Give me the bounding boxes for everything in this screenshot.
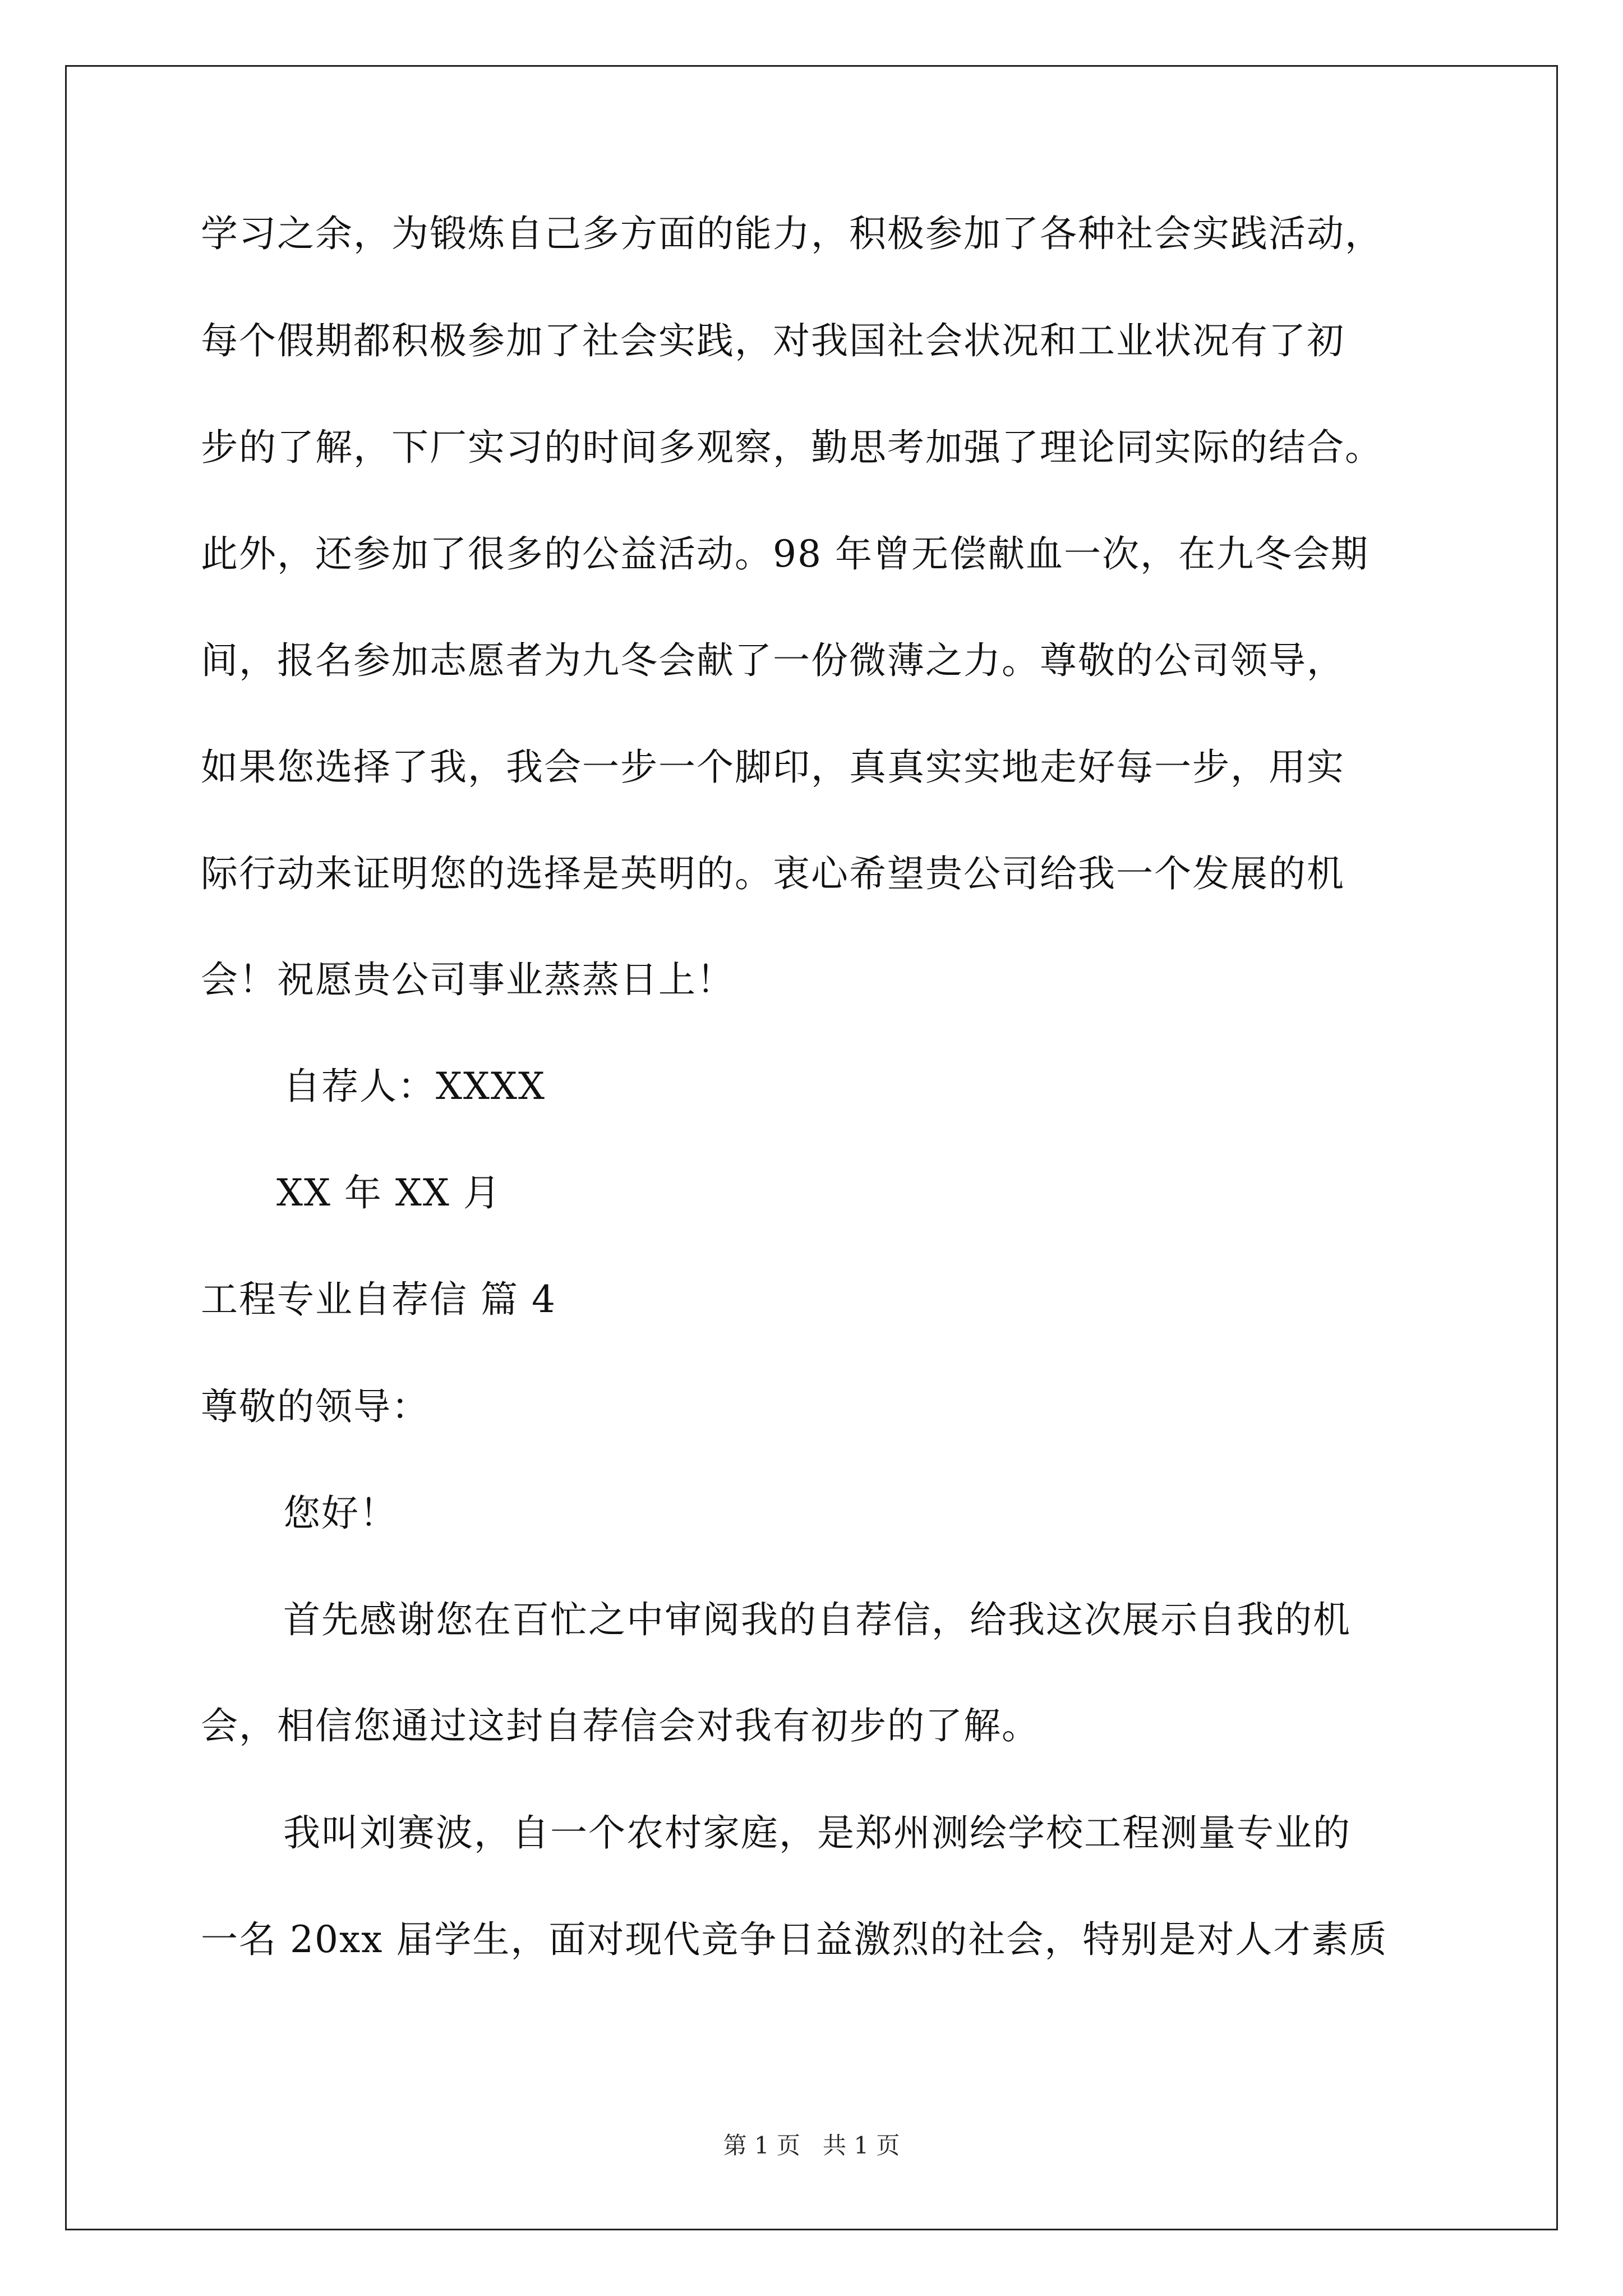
page-total: 共 1 页 [823, 2132, 900, 2159]
salutation: 尊敬的领导： [201, 1385, 430, 1428]
page-footer [0, 2132, 1623, 2160]
page-border [65, 65, 1558, 2230]
text-line: 会，相信您通过这封自荐信会对我有初步的了解。 [201, 1704, 1040, 1747]
text-line: 会！祝愿贵公司事业蒸蒸日上！ [201, 958, 735, 1001]
section-heading: 工程专业自荐信 篇 4 [201, 1278, 556, 1321]
page-number: 第 1 页 [723, 2132, 800, 2159]
text-line: 此外，还参加了很多的公益活动。98 年曾无偿献血一次，在九冬会期 [201, 532, 1369, 576]
text-line: 间，报名参加志愿者为九冬会献了一份微薄之力。尊敬的公司领导， [201, 639, 1345, 682]
text-line: 际行动来证明您的选择是英明的。衷心希望贵公司给我一个发展的机 [201, 852, 1345, 895]
text-line: 每个假期都积极参加了社会实践，对我国社会状况和工业状况有了初 [201, 319, 1345, 362]
text-line: 步的了解，下厂实习的时间多观察，勤思考加强了理论同实际的结合。 [201, 426, 1383, 469]
date-line: XX 年 XX 月 [276, 1171, 501, 1214]
text-line: 一名 20xx 届学生，面对现代竞争日益激烈的社会，特别是对人才素质 [201, 1918, 1388, 1961]
text-line: 如果您选择了我，我会一步一个脚印，真真实实地走好每一步，用实 [201, 746, 1345, 789]
text-line: 首先感谢您在百忙之中审阅我的自荐信，给我这次展示自我的机 [283, 1598, 1351, 1641]
text-line: 学习之余，为锻炼自己多方面的能力，积极参加了各种社会实践活动， [201, 212, 1383, 255]
greeting: 您好！ [283, 1492, 398, 1535]
text-line: 我叫刘赛波，自一个农村家庭，是郑州测绘学校工程测量专业的 [283, 1811, 1351, 1855]
signature-line: 自荐人：XXXX [283, 1065, 546, 1108]
